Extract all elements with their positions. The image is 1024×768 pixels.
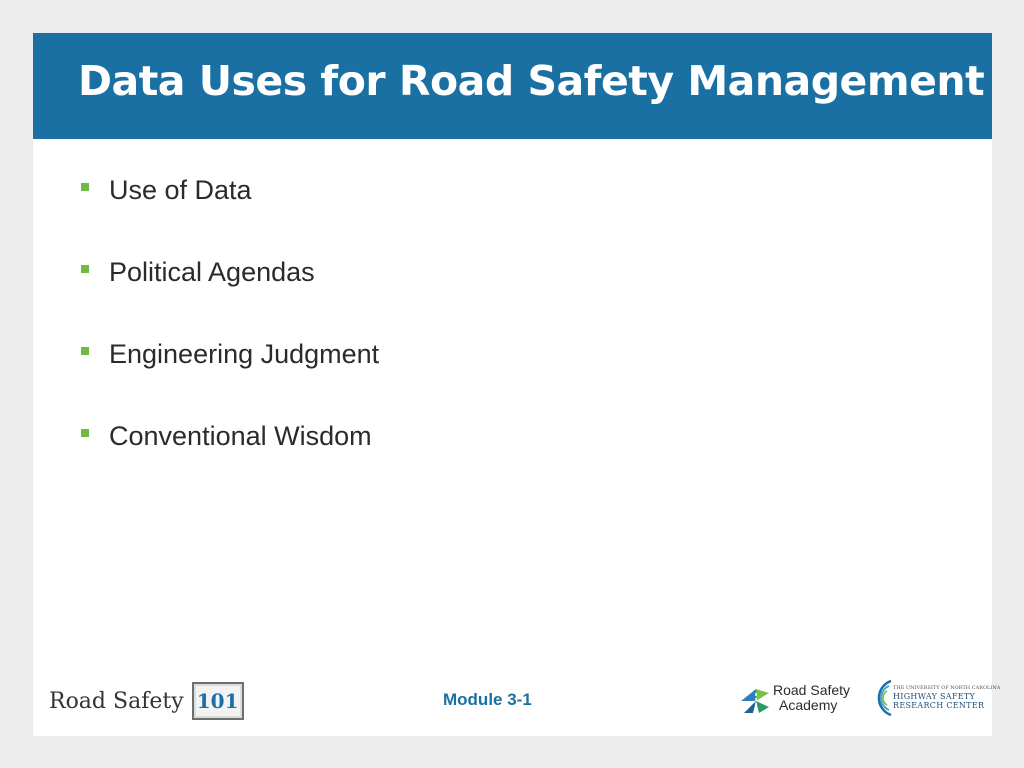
bullet-text: Conventional Wisdom: [109, 421, 372, 451]
bullet-marker-icon: [81, 429, 89, 437]
slide: [33, 33, 1001, 736]
road-safety-101-logo: [49, 681, 244, 721]
academy-logo-text: Road Safety Academy: [773, 682, 851, 713]
road-safety-academy-logo: [741, 683, 851, 719]
hsrc-logo: [871, 678, 1001, 722]
academy-road-icon: [741, 687, 771, 715]
bullet-text: Use of Data: [109, 175, 252, 205]
hsrc-university-text: THE UNIVERSITY OF NORTH CAROLINA: [893, 685, 1001, 691]
module-label: Module 3-1: [443, 690, 532, 709]
brand-text: Road Safety: [49, 688, 184, 714]
hsrc-swirl-icon: [871, 678, 895, 718]
bullet-item: [81, 255, 379, 337]
title-bar: [33, 33, 992, 139]
bullet-text: Political Agendas: [109, 257, 315, 287]
bullet-text: Engineering Judgment: [109, 339, 380, 369]
bullet-item: [81, 337, 379, 419]
bullet-item: [81, 173, 379, 255]
brand-number-badge: 101: [192, 682, 244, 720]
bullet-list: [81, 173, 379, 501]
bullet-marker-icon: [81, 183, 89, 191]
bullet-marker-icon: [81, 265, 89, 273]
bullet-marker-icon: [81, 347, 89, 355]
slide-title: Data Uses for Road Safety Management: [78, 57, 985, 105]
bullet-item: [81, 419, 379, 501]
hsrc-logo-text: HIGHWAY SAFETY RESEARCH CENTER: [893, 692, 985, 710]
